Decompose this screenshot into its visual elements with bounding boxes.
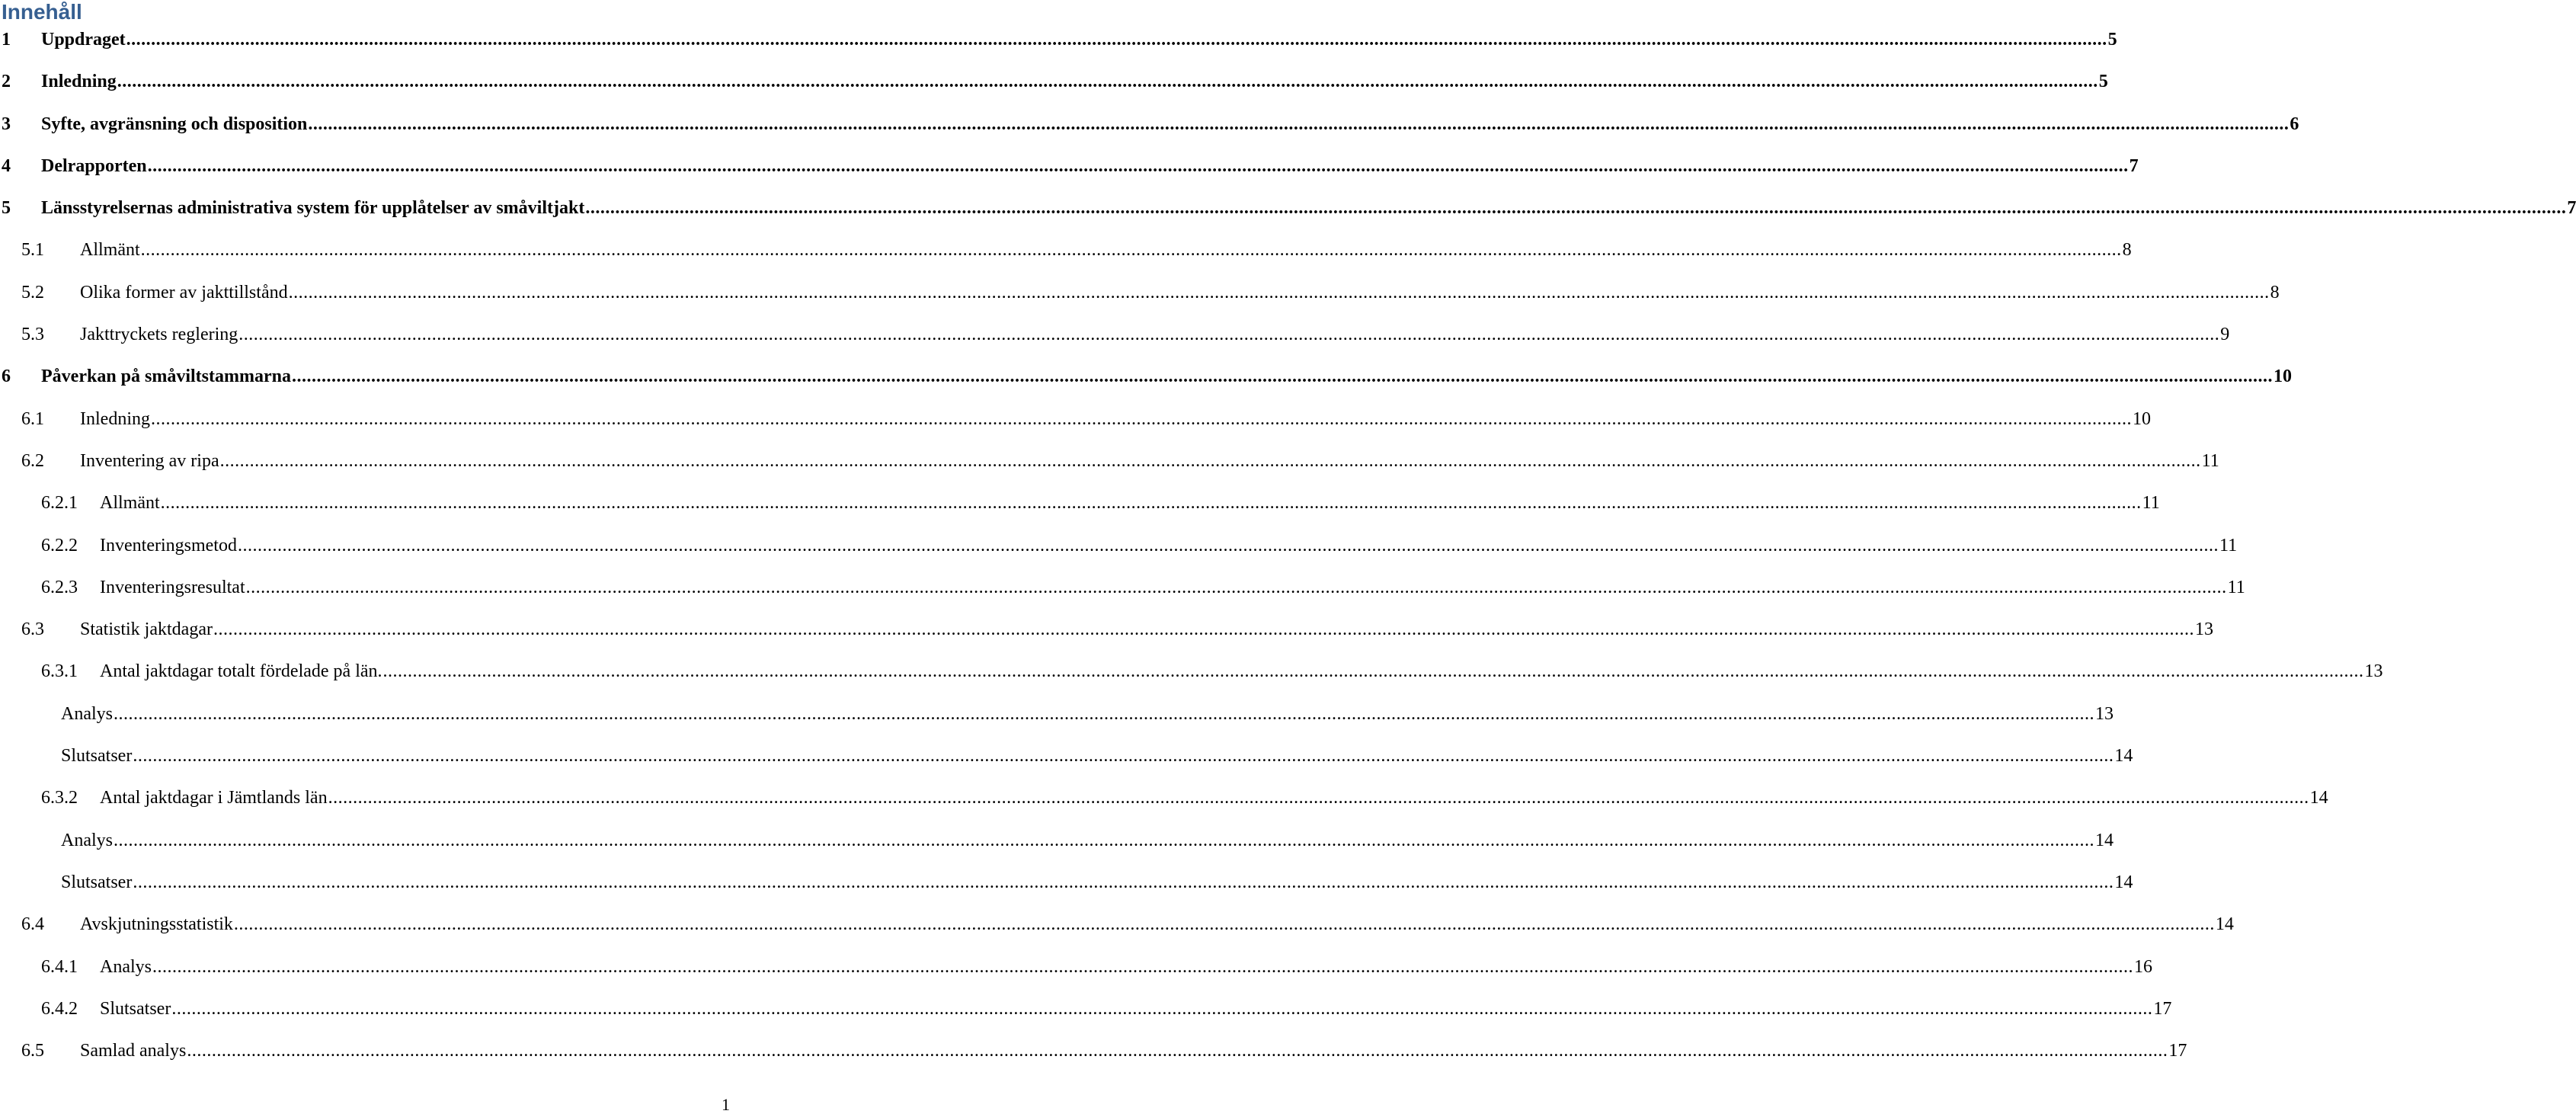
toc-entry-number: 5 xyxy=(2,198,11,219)
toc-dot-leader: ................................................................................................................................................................................................................................................................................................................................................................................................................ xyxy=(585,198,2567,219)
toc-entry[interactable] xyxy=(0,314,2230,356)
toc-entry-page: 14 xyxy=(2095,830,2114,850)
toc-dot-leader: ................................................................................................................................................................................................................................................................................................................................................................................................................ xyxy=(291,367,2273,387)
toc-entry-page: 7 xyxy=(2129,155,2139,176)
toc-entry[interactable] xyxy=(0,862,2133,904)
toc-entry[interactable] xyxy=(0,777,2328,819)
toc-entry[interactable] xyxy=(0,525,2238,567)
toc-dot-leader: ................................................................................................................................................................................................................................................................................................................................................................................................................ xyxy=(171,998,2153,1019)
toc-dot-leader: ................................................................................................................................................................................................................................................................................................................................................................................................................ xyxy=(114,830,2094,850)
toc-entry-title: Syfte, avgränsning och disposition xyxy=(41,114,308,134)
toc-entry-title: Olika former av jakttillstånd xyxy=(80,282,288,303)
toc-entry-number: 6.4.2 xyxy=(41,998,78,1019)
toc-dot-leader: ................................................................................................................................................................................................................................................................................................................................................................................................................ xyxy=(117,72,2098,92)
toc-entry-page: 16 xyxy=(2134,956,2152,977)
toc-entry-page: 6 xyxy=(2290,114,2299,134)
toc-entry[interactable] xyxy=(0,229,2132,271)
toc-entry-number: 4 xyxy=(2,155,11,176)
toc-entry-page: 10 xyxy=(2132,408,2151,429)
toc-entry-title: Analys xyxy=(61,830,113,850)
toc-list xyxy=(0,19,2576,1072)
toc-dot-leader: ................................................................................................................................................................................................................................................................................................................................................................................................................ xyxy=(133,746,2114,767)
toc-entry-page: 11 xyxy=(2142,493,2160,514)
toc-entry[interactable] xyxy=(0,187,2576,229)
toc-entry[interactable] xyxy=(0,651,2383,693)
toc-entry-page: 13 xyxy=(2364,661,2383,682)
toc-entry-title: Samlad analys xyxy=(80,1041,187,1061)
toc-entry-title: Allmänt xyxy=(100,493,160,514)
toc-entry-page: 14 xyxy=(2215,914,2234,935)
toc-entry-page: 11 xyxy=(2219,535,2238,555)
toc-entry-title: Inledning xyxy=(80,408,150,429)
toc-entry-number: 6.5 xyxy=(21,1041,44,1061)
toc-entry-title: Analys xyxy=(61,703,113,724)
toc-entry-number: 6.2 xyxy=(21,450,44,471)
toc-entry-page: 9 xyxy=(2220,325,2230,345)
toc-entry-number: 6.3.2 xyxy=(41,788,78,808)
toc-entry-title: Uppdraget xyxy=(41,30,126,50)
toc-dot-leader: ................................................................................................................................................................................................................................................................................................................................................................................................................ xyxy=(133,872,2114,892)
toc-entry-title: Antal jaktdagar totalt fördelade på län. xyxy=(100,661,382,682)
toc-entry-title: Inventeringsmetod xyxy=(100,535,237,555)
toc-dot-leader: ................................................................................................................................................................................................................................................................................................................................................................................................................ xyxy=(308,114,2290,134)
toc-entry[interactable] xyxy=(0,482,2160,524)
toc-dot-leader: ................................................................................................................................................................................................................................................................................................................................................................................................................ xyxy=(219,450,2201,471)
toc-dot-leader: ................................................................................................................................................................................................................................................................................................................................................................................................................ xyxy=(150,408,2132,429)
toc-dot-leader: ................................................................................................................................................................................................................................................................................................................................................................................................................ xyxy=(140,240,2122,261)
toc-entry[interactable] xyxy=(0,988,2172,1030)
toc-entry-title: Statistik jaktdagar xyxy=(80,619,213,640)
toc-entry-page: 14 xyxy=(2114,746,2133,767)
toc-entry-page: 5 xyxy=(2107,30,2117,50)
toc-entry-number: 3 xyxy=(2,114,11,134)
toc-entry-number: 2 xyxy=(2,72,11,92)
toc-entry-number: 6.2.2 xyxy=(41,535,78,555)
toc-entry-number: 5.1 xyxy=(21,240,44,261)
toc-entry-number: 6.4.1 xyxy=(41,956,78,977)
toc-entry[interactable] xyxy=(0,567,2245,609)
toc-entry[interactable] xyxy=(0,609,2213,651)
toc-entry[interactable] xyxy=(0,146,2139,187)
toc-entry[interactable] xyxy=(0,820,2114,862)
toc-dot-leader: ................................................................................................................................................................................................................................................................................................................................................................................................................ xyxy=(126,30,2107,50)
toc-entry[interactable] xyxy=(0,693,2114,735)
toc-entry-number: 1 xyxy=(2,30,11,50)
toc-entry-title: Inventering av ripa xyxy=(80,450,219,471)
toc-dot-leader: ................................................................................................................................................................................................................................................................................................................................................................................................................ xyxy=(147,155,2129,176)
toc-entry-title: Slutsatser xyxy=(100,998,171,1019)
toc-dot-leader: ................................................................................................................................................................................................................................................................................................................................................................................................................ xyxy=(288,282,2270,303)
toc-dot-leader: ................................................................................................................................................................................................................................................................................................................................................................................................................ xyxy=(245,577,2227,597)
toc-entry-title: Slutsatser xyxy=(61,872,133,892)
toc-dot-leader: ................................................................................................................................................................................................................................................................................................................................................................................................................ xyxy=(237,535,2219,555)
toc-entry[interactable] xyxy=(0,104,2299,146)
toc-entry-page: 7 xyxy=(2567,198,2576,219)
toc-entry-number: 6.1 xyxy=(21,408,44,429)
toc-entry-number: 6.2.1 xyxy=(41,493,78,514)
toc-entry-page: 5 xyxy=(2098,72,2108,92)
toc-entry-page: 8 xyxy=(2270,282,2280,303)
toc-entry-title: Allmänt xyxy=(80,240,140,261)
page-number: 1 xyxy=(722,1095,730,1114)
toc-entry-title: Inledning xyxy=(41,72,117,92)
toc-entry[interactable] xyxy=(0,735,2133,777)
toc-entry[interactable] xyxy=(0,19,2117,61)
toc-entry-page: 17 xyxy=(2153,998,2172,1019)
toc-entry[interactable] xyxy=(0,272,2280,314)
toc-heading: Innehåll xyxy=(2,0,82,24)
toc-entry-page: 13 xyxy=(2095,703,2114,724)
toc-dot-leader: ................................................................................................................................................................................................................................................................................................................................................................................................................ xyxy=(233,914,2215,935)
toc-entry-page: 10 xyxy=(2273,367,2292,387)
toc-entry-number: 6.3 xyxy=(21,619,44,640)
toc-entry-title: Länsstyrelsernas administrativa system för upplåtelser av småviltjakt xyxy=(41,198,585,219)
toc-entry-number: 5.2 xyxy=(21,282,44,303)
toc-entry[interactable] xyxy=(0,356,2292,398)
toc-entry-title: Slutsatser xyxy=(61,746,133,767)
toc-entry-title: Delrapporten xyxy=(41,155,147,176)
toc-dot-leader: ................................................................................................................................................................................................................................................................................................................................................................................................................ xyxy=(213,619,2194,640)
toc-entry-page: 17 xyxy=(2168,1041,2187,1061)
toc-entry[interactable] xyxy=(0,440,2219,482)
toc-entry-title: Jakttryckets reglering xyxy=(80,325,238,345)
toc-entry-number: 6 xyxy=(2,367,11,387)
toc-entry[interactable] xyxy=(0,946,2152,988)
toc-entry-number: 6.3.1 xyxy=(41,661,78,682)
toc-entry-page: 14 xyxy=(2114,872,2133,892)
toc-entry[interactable] xyxy=(0,399,2151,440)
toc-dot-leader: ................................................................................................................................................................................................................................................................................................................................................................................................................ xyxy=(152,956,2133,977)
toc-dot-leader: ................................................................................................................................................................................................................................................................................................................................................................................................................ xyxy=(114,703,2094,724)
toc-entry-number: 6.4 xyxy=(21,914,44,935)
toc-entry-number: 5.3 xyxy=(21,325,44,345)
toc-entry-page: 14 xyxy=(2309,788,2328,808)
toc-entry-title: Påverkan på småviltstammarna xyxy=(41,367,291,387)
toc-dot-leader: ................................................................................................................................................................................................................................................................................................................................................................................................................ xyxy=(328,788,2309,808)
toc-entry-number: 6.2.3 xyxy=(41,577,78,597)
toc-entry[interactable] xyxy=(0,904,2234,946)
toc-entry-title: Antal jaktdagar i Jämtlands län xyxy=(100,788,328,808)
toc-entry-title: Inventeringsresultat xyxy=(100,577,245,597)
toc-entry-page: 11 xyxy=(2227,577,2245,597)
toc-entry-page: 11 xyxy=(2201,450,2219,471)
toc-entry[interactable] xyxy=(0,1030,2187,1072)
toc-dot-leader: ................................................................................................................................................................................................................................................................................................................................................................................................................ xyxy=(160,493,2142,514)
toc-dot-leader: ................................................................................................................................................................................................................................................................................................................................................................................................................ xyxy=(382,661,2364,682)
toc-dot-leader: ................................................................................................................................................................................................................................................................................................................................................................................................................ xyxy=(238,325,2220,345)
toc-entry-page: 13 xyxy=(2194,619,2213,640)
toc-entry[interactable] xyxy=(0,61,2108,103)
toc-entry-title: Avskjutningsstatistik xyxy=(80,914,233,935)
toc-entry-page: 8 xyxy=(2122,240,2132,261)
toc-entry-title: Analys xyxy=(100,956,152,977)
toc-dot-leader: ................................................................................................................................................................................................................................................................................................................................................................................................................ xyxy=(187,1041,2168,1061)
